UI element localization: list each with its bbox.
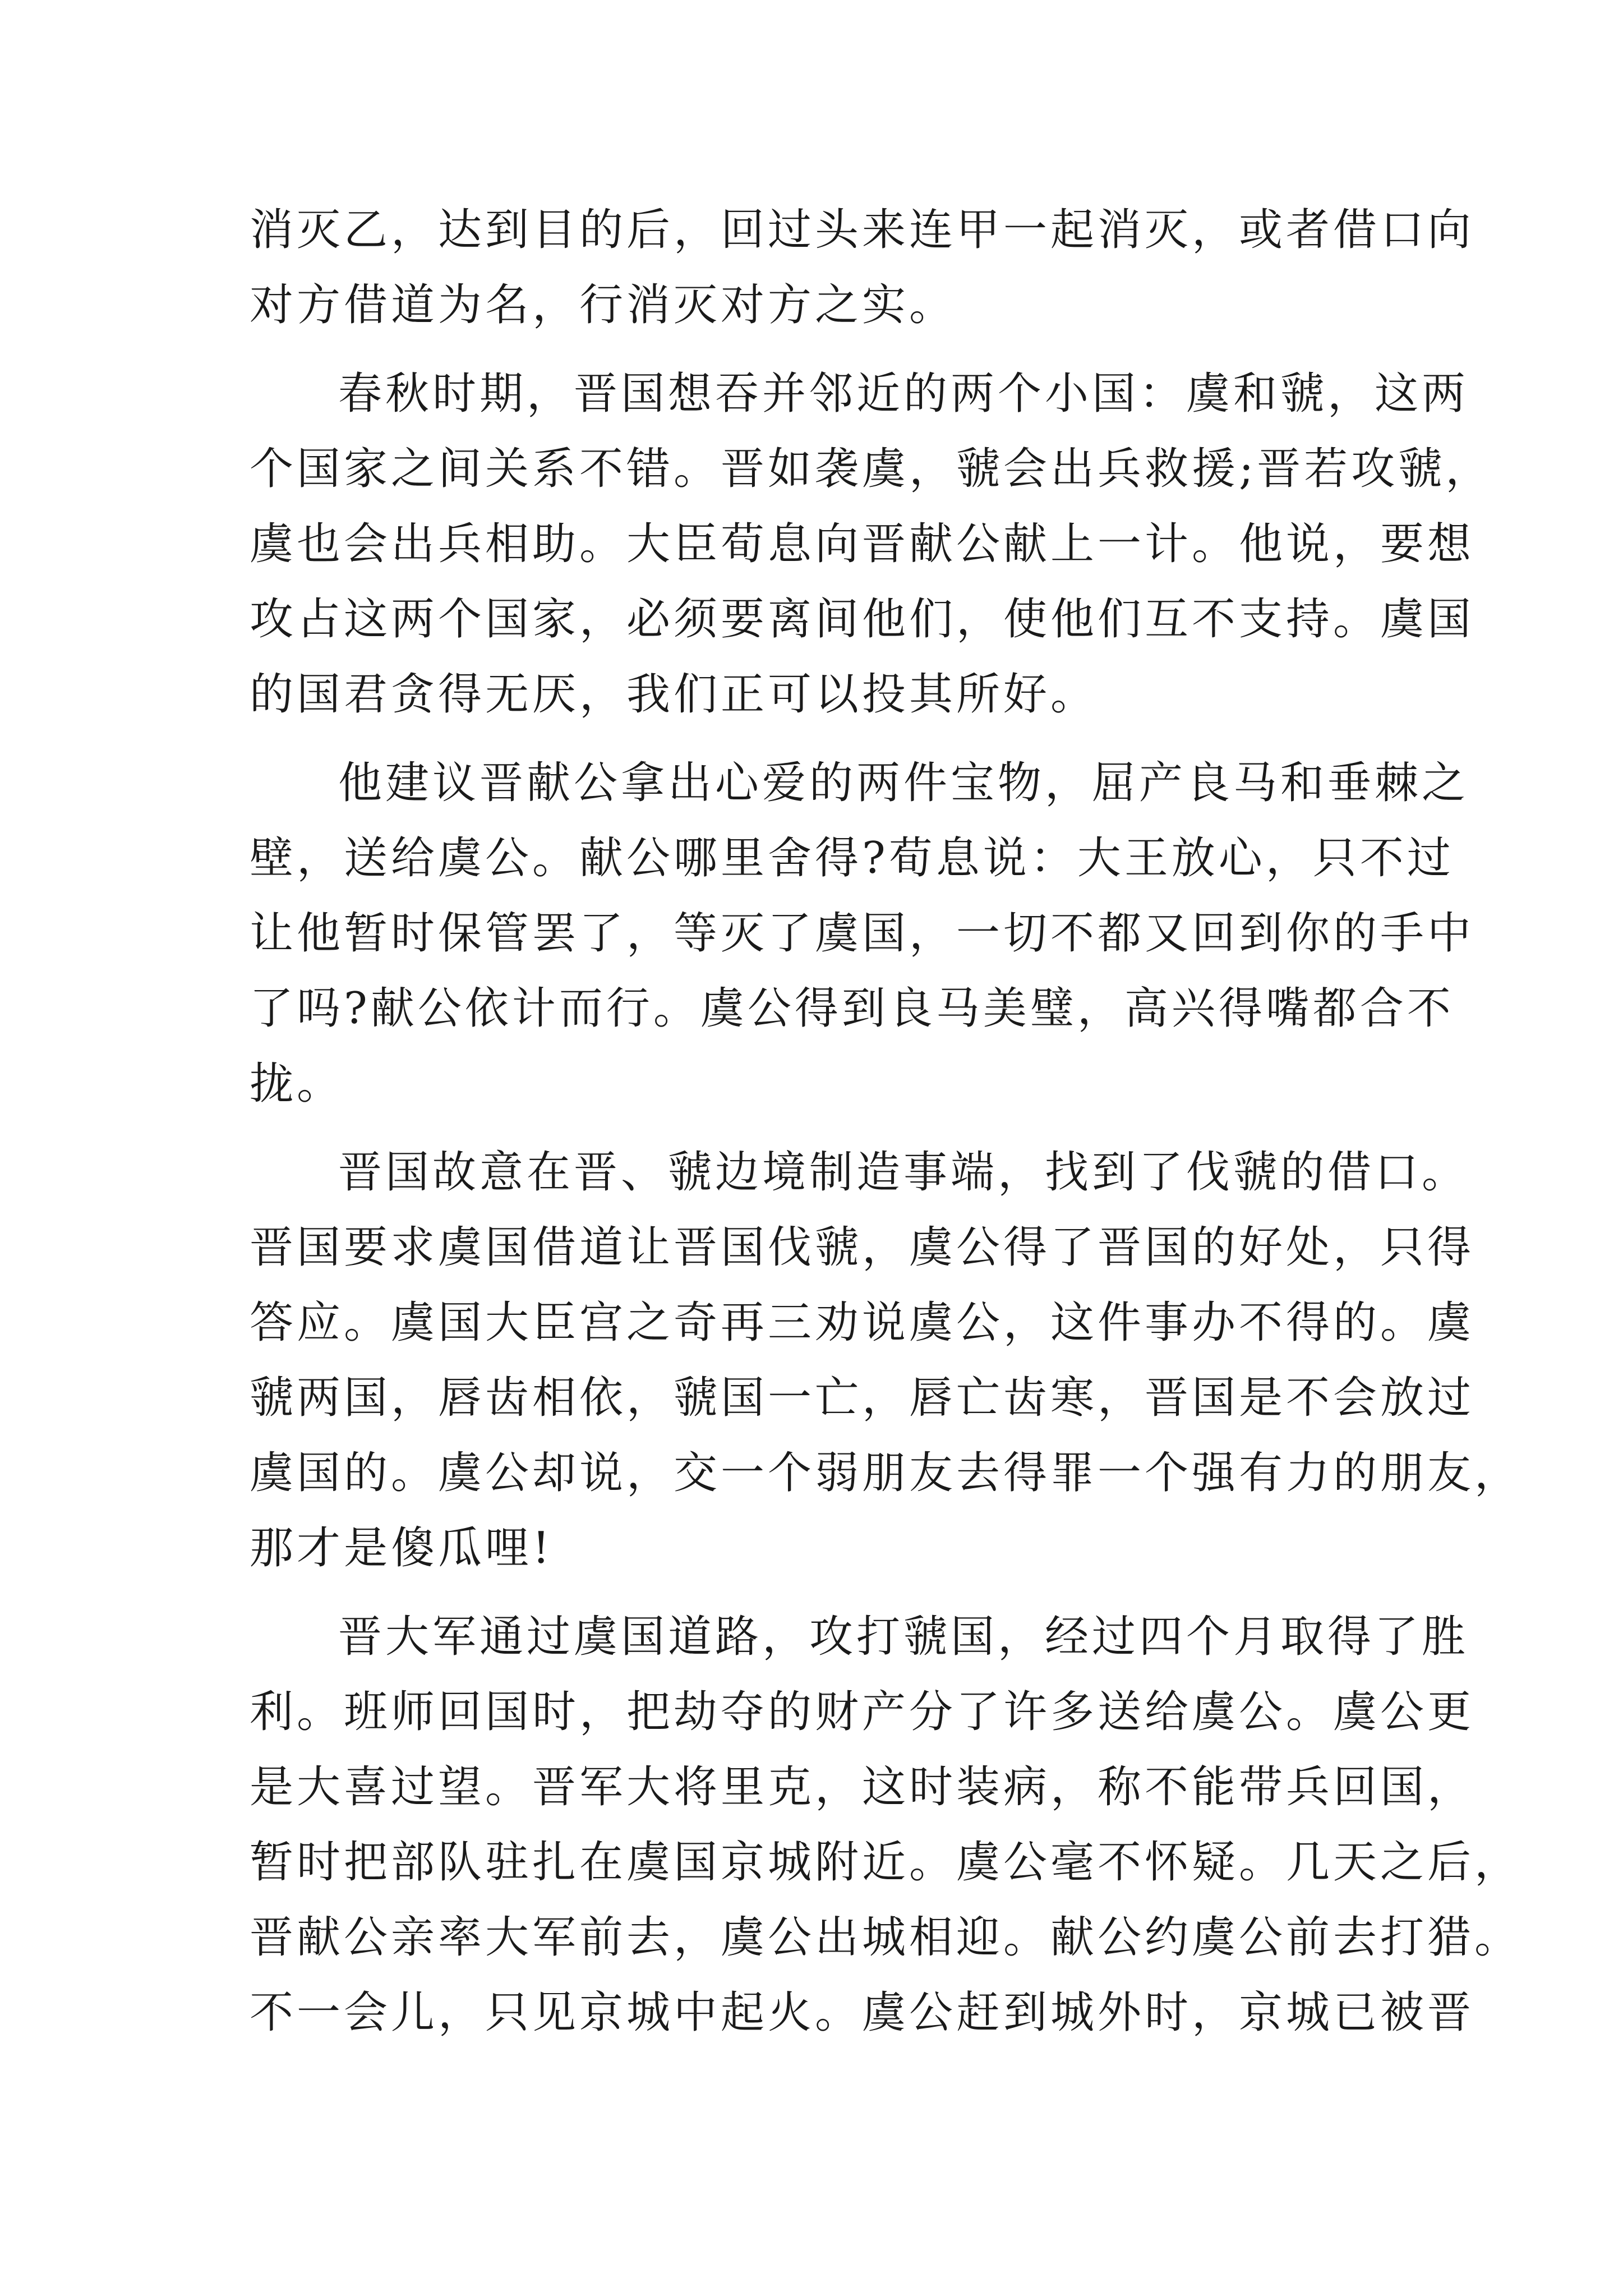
text-line: 利。班师回国时，把劫夺的财产分了许多送给虞公。虞公更 <box>250 1687 1475 1737</box>
paragraph <box>250 1599 1522 2050</box>
text-line: 不一会儿，只见京城中起火。虞公赶到城外时，京城已被晋 <box>250 1987 1475 2038</box>
text-line: 消灭乙，达到目的后，回过头来连甲一起消灭，或者借口向 <box>250 205 1475 255</box>
text-line: 了吗?献公依计而行。虞公得到良马美璧，高兴得嘴都合不 <box>250 983 1454 1034</box>
text-line: 晋国要求虞国借道让晋国伐虢，虞公得了晋国的好处，只得 <box>250 1222 1475 1273</box>
text-line: 暂时把部队驻扎在虞国京城附近。虞公毫不怀疑。几天之后， <box>250 1837 1522 1888</box>
paragraph <box>250 356 1493 732</box>
paragraph <box>250 1135 1522 1586</box>
text-line: 晋大军通过虞国道路，攻打虢国，经过四个月取得了胜 <box>338 1612 1469 1662</box>
text-line: 壁，送给虞公。献公哪里舍得?荀息说：大王放心，只不过 <box>250 833 1454 884</box>
text-line: 那才是傻瓜哩! <box>250 1523 554 1573</box>
text-line: 晋献公亲率大军前去，虞公出城相迎。献公约虞公前去打猎。 <box>250 1912 1522 1963</box>
text-line: 虢两国，唇齿相依，虢国一亡，唇亡齿寒，晋国是不会放过 <box>250 1373 1475 1423</box>
text-line: 让他暂时保管罢了，等灭了虞国，一切不都又回到你的手中 <box>250 908 1475 959</box>
text-line: 春秋时期，晋国想吞并邻近的两个小国：虞和虢，这两 <box>338 369 1469 419</box>
text-line: 晋国故意在晋、虢边境制造事端，找到了伐虢的借口。 <box>338 1147 1469 1198</box>
text-line: 是大喜过望。晋军大将里克，这时装病，称不能带兵回国， <box>250 1762 1475 1812</box>
text-line: 虞国的。虞公却说，交一个弱朋友去得罪一个强有力的朋友， <box>250 1448 1522 1498</box>
text-line: 拢。 <box>250 1059 344 1109</box>
paragraph <box>250 192 1475 343</box>
text-line: 攻占这两个国家，必须要离间他们，使他们互不支持。虞国 <box>250 594 1475 645</box>
text-line: 个国家之间关系不错。晋如袭虞，虢会出兵救援;晋若攻虢， <box>250 444 1493 494</box>
paragraph <box>250 746 1475 1121</box>
text-line: 虞也会出兵相助。大臣荀息向晋献公献上一计。他说，要想 <box>250 519 1475 569</box>
text-line: 他建议晋献公拿出心爱的两件宝物，屈产良马和垂棘之 <box>338 758 1469 808</box>
body-text <box>250 192 1522 2050</box>
text-line: 对方借道为名，行消灭对方之实。 <box>250 280 957 330</box>
text-line: 答应。虞国大臣宫之奇再三劝说虞公，这件事办不得的。虞 <box>250 1297 1475 1348</box>
text-line: 的国君贪得无厌，我们正可以投其所好。 <box>250 669 1098 720</box>
